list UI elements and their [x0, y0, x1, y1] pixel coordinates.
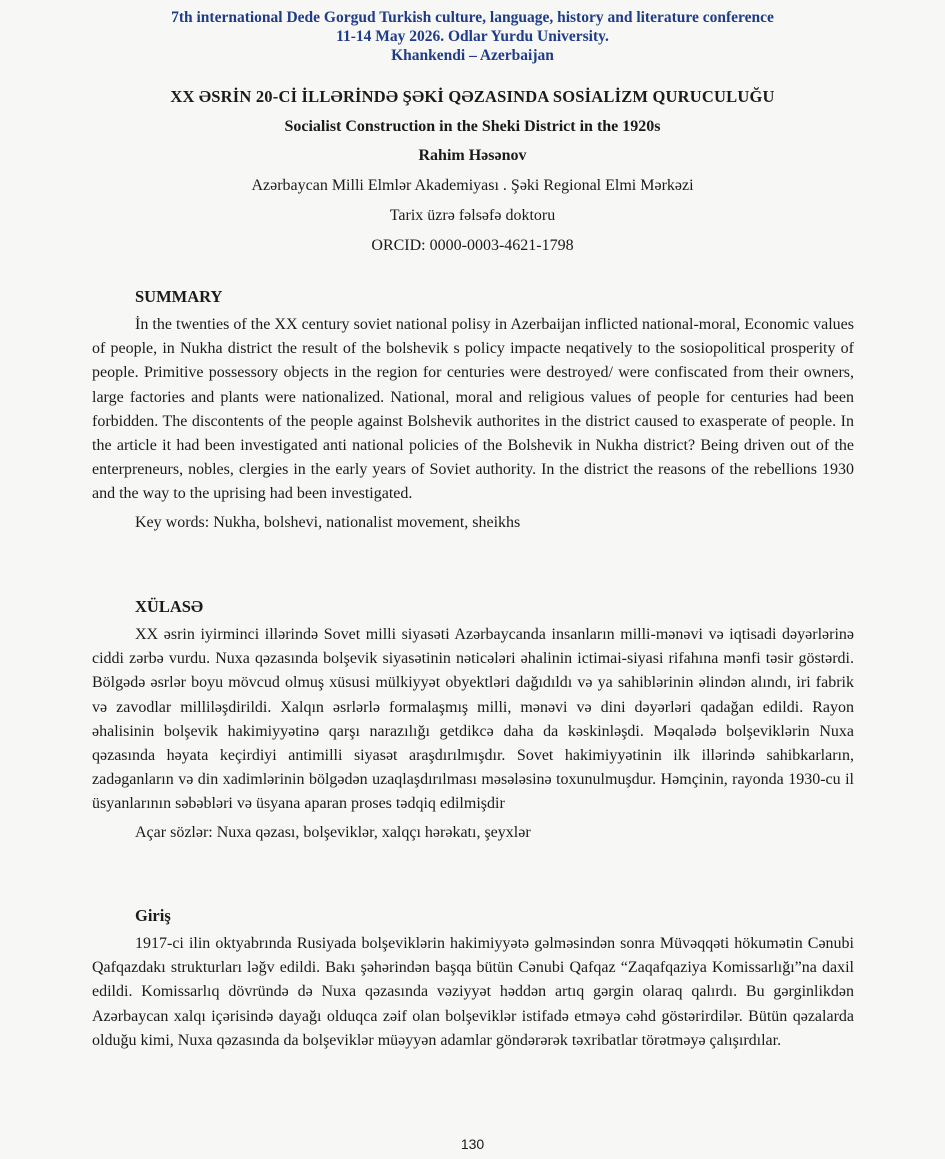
xulase-keywords: Açar sözlər: Nuxa qəzası, bolşeviklər, xalqçı hərəkatı, şeyxlər — [135, 823, 531, 841]
intro-section — [92, 905, 854, 1053]
xulase-text: XX əsrin iyirminci illərində Sovet milli siyasəti Azərbaycanda insanların milli-mənəvi və iqtisadi dəyərlərinə ciddi zərbə vurdu. Nuxa qəzasında bolşevik siyasətinin nəticələri əhalinin ictimai-siyasi rifahına mənfi təsir göstərdi. Bölgədə əsrlər boyu mövcud olmuş xüsusi mülkiyyət obyektləri dağıdıldı və ya sahiblərinin əlindən alındı, iri fabrik və zavodlar milliləşdirildi. Xalqın əsrlərlə formalaşmış milli, mənəvi və dini dəyərləri qadağan edildi. Rayon əhalisinin bolşevik hakimiyyətinə qarşı narazılığı getdikcə daha da kəskinləşdi. Məqalədə bolşeviklərin Nuxa qəzasında həyata keçirdiyi antimilli siyasət araşdırılmışdır. Sovet hakimiyyətinin ilk illərində sahibkarların, zadəganların və din xadimlərinin bölgədən uzaqlaşdırılması məsələsinə toxunulmuşdur. Həmçinin, rayonda 1930-cu il üsyanlarının səbəbləri və üsyana aparan proses tədqiq edilmişdir — [92, 626, 854, 813]
conference-title: 7th international Dede Gorgud Turkish culture, language, history and literature conference — [171, 9, 774, 26]
conference-header — [0, 8, 945, 65]
paper-title-en: Socialist Construction in the Sheki District in the 1920s — [284, 118, 661, 135]
intro-text: 1917-ci ilin oktyabrında Rusiyada bolşeviklərin hakimiyyətə gəlməsindən sonra Müvəqqəti hökumətin Cənubi Qafqazdakı strukturları ləğv edildi. Bakı şəhərindən başqa bütün Cənubi Qafqaz “Zaqafqaziya Komissarlığı”na daxil edildi. Komissarlıq dövründə də Nuxa qəzasında vəziyyət həddən artıq gərgin olaraq qalırdı. Bu gərginlikdən Azərbaycan xalqı içərisində dayağı olduqca zəif olan bolşeviklər istifadə etməyə cəhd göstərirdilər. Bütün qəzalarda olduğu kimi, Nuxa qəzasında da bolşeviklər müəyyən adamlar göndərərək təxribatlar törətməyə çalışırdılar. — [92, 935, 854, 1049]
summary-section — [92, 286, 854, 535]
page-number: 130 — [460, 1136, 485, 1152]
summary-heading: SUMMARY — [135, 287, 223, 306]
author-affiliation: Azərbaycan Milli Elmlər Akademiyası . Şəki Regional Elmi Mərkəzi — [251, 177, 694, 194]
xulase-heading: XÜLASƏ — [135, 597, 204, 616]
author-name: Rahim Həsənov — [418, 147, 527, 164]
xulase-section — [92, 596, 854, 845]
author-orcid: ORCID: 0000-0003-4621-1798 — [371, 237, 574, 254]
author-degree: Tarix üzrə fəlsəfə doktoru — [389, 207, 556, 224]
paper-title-block — [0, 86, 945, 257]
summary-text: İn the twenties of the XX century soviet national polisy in Azerbaijan inflicted national-moral, Economic values of people, in Nukha district the result of the bolshevik s policy impacte neqatively to the sosiopolitical prosperity of people. Primitive possessory objects in the region for centuries were destroyed/ were confiscated from their owners, large factories and plants were nationalized. National, moral and religious values of people for centuries had been forbidden. The discontents of the people against Bolshevik authorites in the district caused to exasperate of people. In the article it had been investigated anti national policies of the Bolshevik in Nukha district? Being driven out of the enterpreneurs, nobles, clergies in the early years of Soviet authority. In the district the reasons of the rebellions 1930 and the way to the uprising had been investigated. — [92, 316, 854, 503]
paper-title-az: XX ƏSRİN 20-Cİ İLLƏRİNDƏ ŞƏKİ QƏZASINDA SOSİALİZM QURUCULUĞU — [170, 87, 775, 106]
conference-dates: 11-14 May 2026. Odlar Yurdu University. — [336, 28, 609, 45]
summary-keywords: Key words: Nukha, bolshevi, nationalist movement, sheikhs — [135, 513, 521, 531]
conference-location: Khankendi – Azerbaijan — [391, 47, 554, 64]
intro-heading: Giriş — [135, 906, 171, 925]
